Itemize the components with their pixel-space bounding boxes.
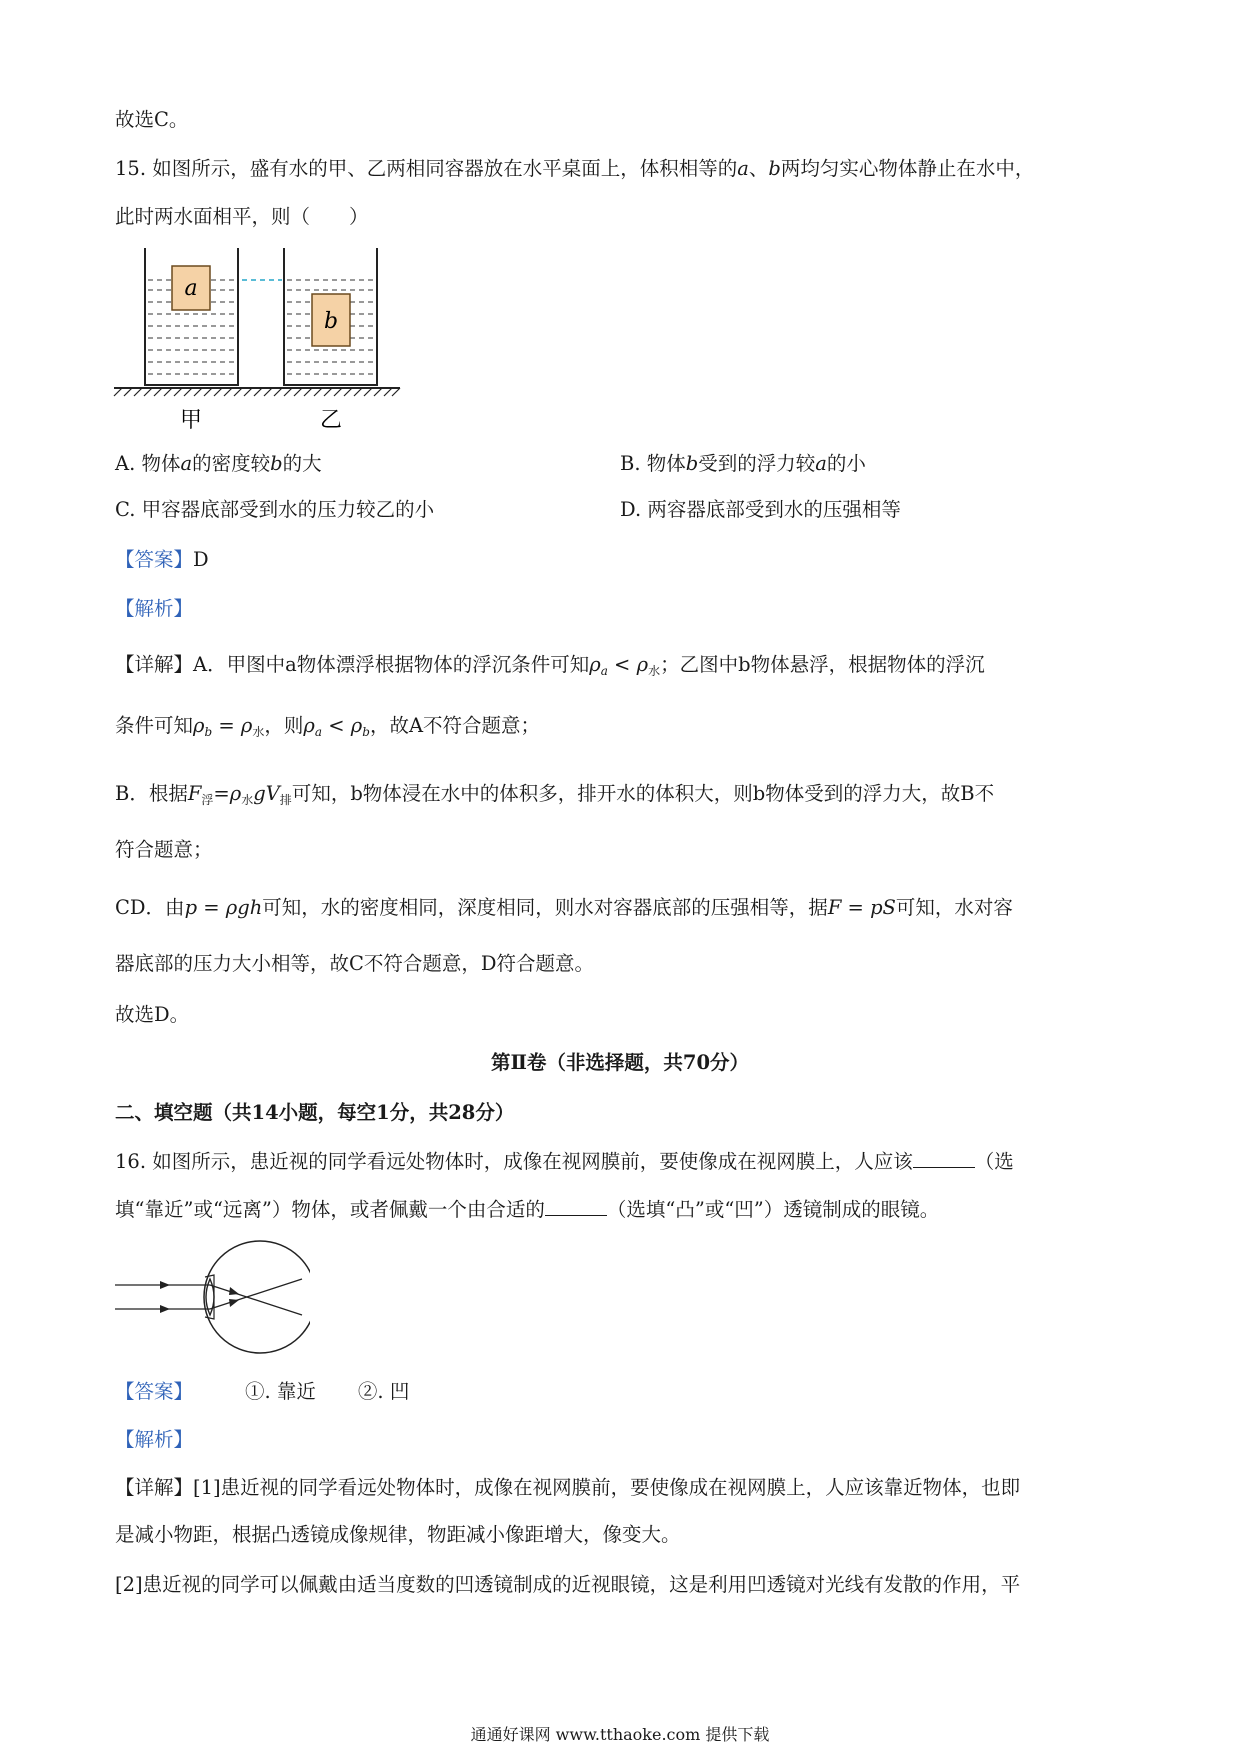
q15-var-a: a (737, 157, 749, 180)
container-jia (145, 248, 238, 386)
q15-d1-post: ；乙图中b物体悬浮，根据物体的浮沉 (660, 653, 985, 676)
q15-d2-pre: 条件可知 (115, 714, 194, 737)
q16-stem-1b: （选 (974, 1150, 1014, 1173)
option-b-post: 的小 (826, 452, 866, 475)
sub-water: 水 (252, 725, 265, 739)
sub-pai: 排 (279, 793, 292, 807)
refracted-ray-2 (210, 1279, 302, 1309)
container-yi (284, 248, 377, 386)
q15-d5-pre: CD．由 (115, 896, 185, 919)
q15-option-c[interactable]: C. 甲容器底部受到水的压力较乙的小 (115, 498, 435, 521)
V: V (265, 782, 280, 805)
q15-stem-part1: 15. 如图所示，盛有水的甲、乙两相同容器放在水平桌面上，体积相等的 (115, 157, 738, 180)
section-title: 第Ⅱ卷（非选择题，共70分） (490, 1051, 750, 1074)
q15-stem-line2: 此时两水面相平，则（ ） (115, 205, 369, 228)
q15-d2-mid: ，则 (264, 714, 304, 737)
arrow-head-top (160, 1281, 170, 1289)
q15-d3-pre: B．根据 (115, 782, 188, 805)
q15-d5-post: 可知，水对容 (895, 896, 1013, 919)
q15-stem-line1 (115, 157, 1034, 180)
q16-stem-2a: 填“靠近”或“远离”）物体，或者佩戴一个由合适的 (115, 1198, 545, 1221)
eyeball (204, 1241, 310, 1353)
sub-a: a (600, 664, 608, 678)
formula-pressure: p = ρgh (184, 896, 263, 919)
option-b-var2: a (815, 452, 827, 475)
q15-detail-line3 (115, 782, 994, 807)
q15-detail-line2 (115, 714, 540, 739)
q16-blank-2[interactable] (545, 1199, 607, 1216)
sub-fu: 浮 (201, 793, 214, 807)
q15-var-b: b (768, 157, 781, 180)
rho: ρ (303, 714, 315, 737)
q15-d1-pre: A．甲图中a物体漂浮根据物体的浮沉条件可知 (193, 653, 590, 676)
label-yi: 乙 (319, 408, 343, 433)
q16-answer-1: ①. 靠近 (245, 1380, 316, 1403)
q15-sep: 、 (748, 157, 769, 180)
page-footer: 通通好课网 www.tthaoke.com 提供下载 (470, 1725, 770, 1744)
q15-option-d[interactable]: D. 两容器底部受到水的压强相等 (620, 498, 901, 521)
q15-option-b[interactable] (620, 452, 866, 475)
q15-answer-tag: 【答案】 (115, 548, 194, 571)
q16-d1: [1]患近视的同学看远处物体时，成像在视网膜前，要使像成在视网膜上，人应该靠近物体，也即 (193, 1476, 1021, 1499)
arrow-head-3 (229, 1287, 239, 1295)
q15-detail-tag: 【详解】 (115, 653, 194, 676)
q16-detail-line3: [2]患近视的同学可以佩戴由适当度数的凹透镜制成的近视眼镜，这是利用凹透镜对光线有发散的作用，平 (115, 1573, 1021, 1596)
q16-analysis-tag: 【解析】 (115, 1428, 194, 1451)
option-a-post: 的大 (282, 452, 322, 475)
q16-stem-line1 (115, 1150, 1014, 1173)
g: g (253, 782, 266, 805)
q15-analysis-tag: 【解析】 (115, 597, 194, 620)
option-b-mid: 受到的浮力较 (698, 452, 816, 475)
F: F (187, 782, 202, 805)
q16-detail-tag: 【详解】 (115, 1476, 194, 1499)
q16-detail-line2: 是减小物距，根据凸透镜成像规律，物距减小像距增大，像变大。 (115, 1523, 681, 1546)
formula-force: F = pS (827, 896, 896, 919)
q15-detail-line4: 符合题意； (115, 838, 213, 861)
q16-detail-line1 (115, 1476, 1020, 1499)
block-a-label: a (184, 276, 198, 301)
q15-answer: D (193, 548, 209, 571)
rho: ρ (350, 714, 363, 737)
eye-diagram (110, 1235, 310, 1375)
rho: ρ (589, 653, 601, 676)
sub-b: b (362, 725, 370, 739)
q15-option-a[interactable] (115, 452, 322, 475)
sub-water: 水 (241, 793, 254, 807)
sub-water: 水 (648, 664, 661, 678)
sub-b: b (204, 725, 213, 739)
option-a-mid: 的密度较 (192, 452, 271, 475)
q15-d2-post: ，故A不符合题意； (369, 714, 541, 737)
q16-stem-2b: （选填“凸”或“凹”）透镜制成的眼镜。 (606, 1198, 940, 1221)
option-a-var1: a (180, 452, 193, 475)
q15-conclusion: 故选D。 (115, 1003, 190, 1026)
q16-stem-line2 (115, 1198, 939, 1221)
arrow-head-4 (229, 1299, 239, 1307)
rho: ρ (240, 714, 253, 737)
q15-detail-line1 (115, 653, 985, 678)
option-a-var2: b (270, 452, 283, 475)
block-b-label: b (323, 309, 339, 334)
q16-answer-tag: 【答案】 (115, 1380, 194, 1403)
lt: < (607, 653, 637, 676)
q16-answer-2: ②. 凹 (357, 1380, 410, 1403)
sub-a: a (314, 725, 323, 739)
q15-d3-post: 可知，b物体浸在水中的体积多，排开水的体积大，则b物体受到的浮力大，故B不 (291, 782, 995, 805)
label-jia: 甲 (179, 408, 203, 433)
q15-d5-mid: 可知，水的密度相同，深度相同，则水对容器底部的压强相等，据 (262, 896, 828, 919)
rho: ρ (636, 653, 649, 676)
q15-detail-line5 (115, 896, 1013, 919)
option-b-var1: b (685, 452, 699, 475)
q16-stem-1a: 16. 如图所示，患近视的同学看远处物体时，成像在视网膜前，要使像成在视网膜上，人应该 (115, 1150, 913, 1173)
q16-blank-1[interactable] (913, 1151, 975, 1168)
option-a-pre: A. 物体 (115, 452, 181, 475)
eq-rho: =ρ (213, 782, 242, 805)
q15-containers-figure (110, 240, 405, 435)
lt: < (322, 714, 351, 737)
eq: = (212, 714, 241, 737)
q16-answer-line (115, 1380, 409, 1403)
rho: ρ (193, 714, 205, 737)
table-surface (114, 388, 400, 396)
option-b-pre: B. 物体 (620, 452, 686, 475)
q15-stem-part2: 两均匀实心物体静止在水中， (780, 157, 1035, 180)
q15-answer-line (115, 548, 209, 571)
previous-conclusion: 故选C。 (115, 108, 189, 131)
q15-detail-line6: 器底部的压力大小相等，故C不符合题意，D符合题意。 (115, 952, 595, 975)
part2-heading: 二、填空题（共14小题，每空1分，共28分） (115, 1101, 515, 1124)
refracted-ray-1 (210, 1285, 302, 1315)
arrow-head-bottom (160, 1305, 170, 1313)
